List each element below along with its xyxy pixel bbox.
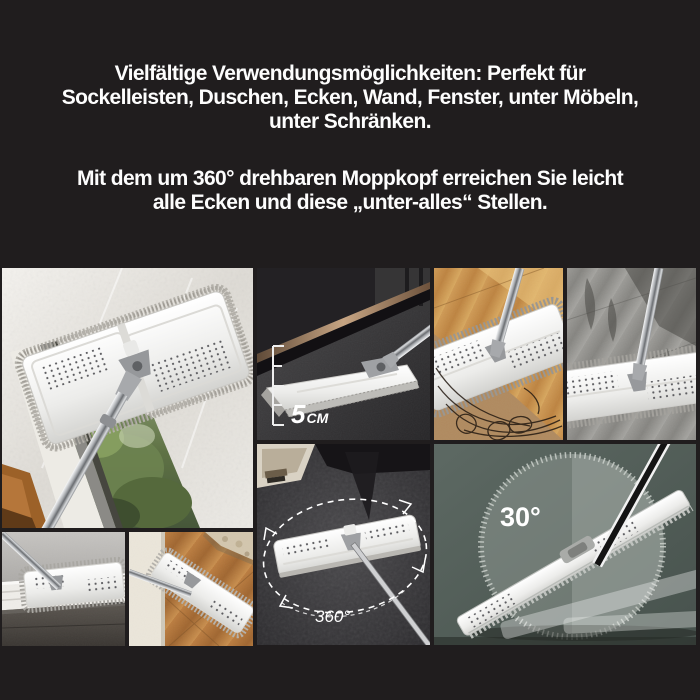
photo-wet-floor (567, 268, 696, 440)
photo-baseboard-cleaning (2, 532, 125, 646)
photo-tilt-30 (434, 444, 696, 645)
photo-rotation-360 (257, 444, 430, 645)
headline-line: unter Schränken. (269, 110, 431, 133)
tilt-label: 30° (500, 502, 541, 532)
headline-line: Sockelleisten, Duschen, Ecken, Wand, Fenster, unter Möbeln, (61, 86, 639, 109)
headline-line: Vielfältige Verwendungsmöglichkeiten: Perfekt für (114, 62, 586, 85)
headline-line: Mit dem um 360° drehbaren Moppkopf erreichen Sie leicht (76, 167, 624, 190)
rotation-label: 360° (315, 607, 351, 626)
headline-paragraph-1 (0, 62, 700, 134)
headline-line: alle Ecken und diese „unter-alles“ Stellen. (152, 191, 548, 214)
photo-floor-corner-cleaning (129, 532, 253, 646)
photo-under-furniture-clearance (257, 268, 430, 440)
headline-paragraph-2 (0, 167, 700, 215)
headline-block (0, 62, 700, 248)
photo-wall-window-cleaning (2, 268, 253, 528)
clearance-label: 5CM (291, 399, 329, 429)
photo-hair-pickup (434, 268, 563, 440)
